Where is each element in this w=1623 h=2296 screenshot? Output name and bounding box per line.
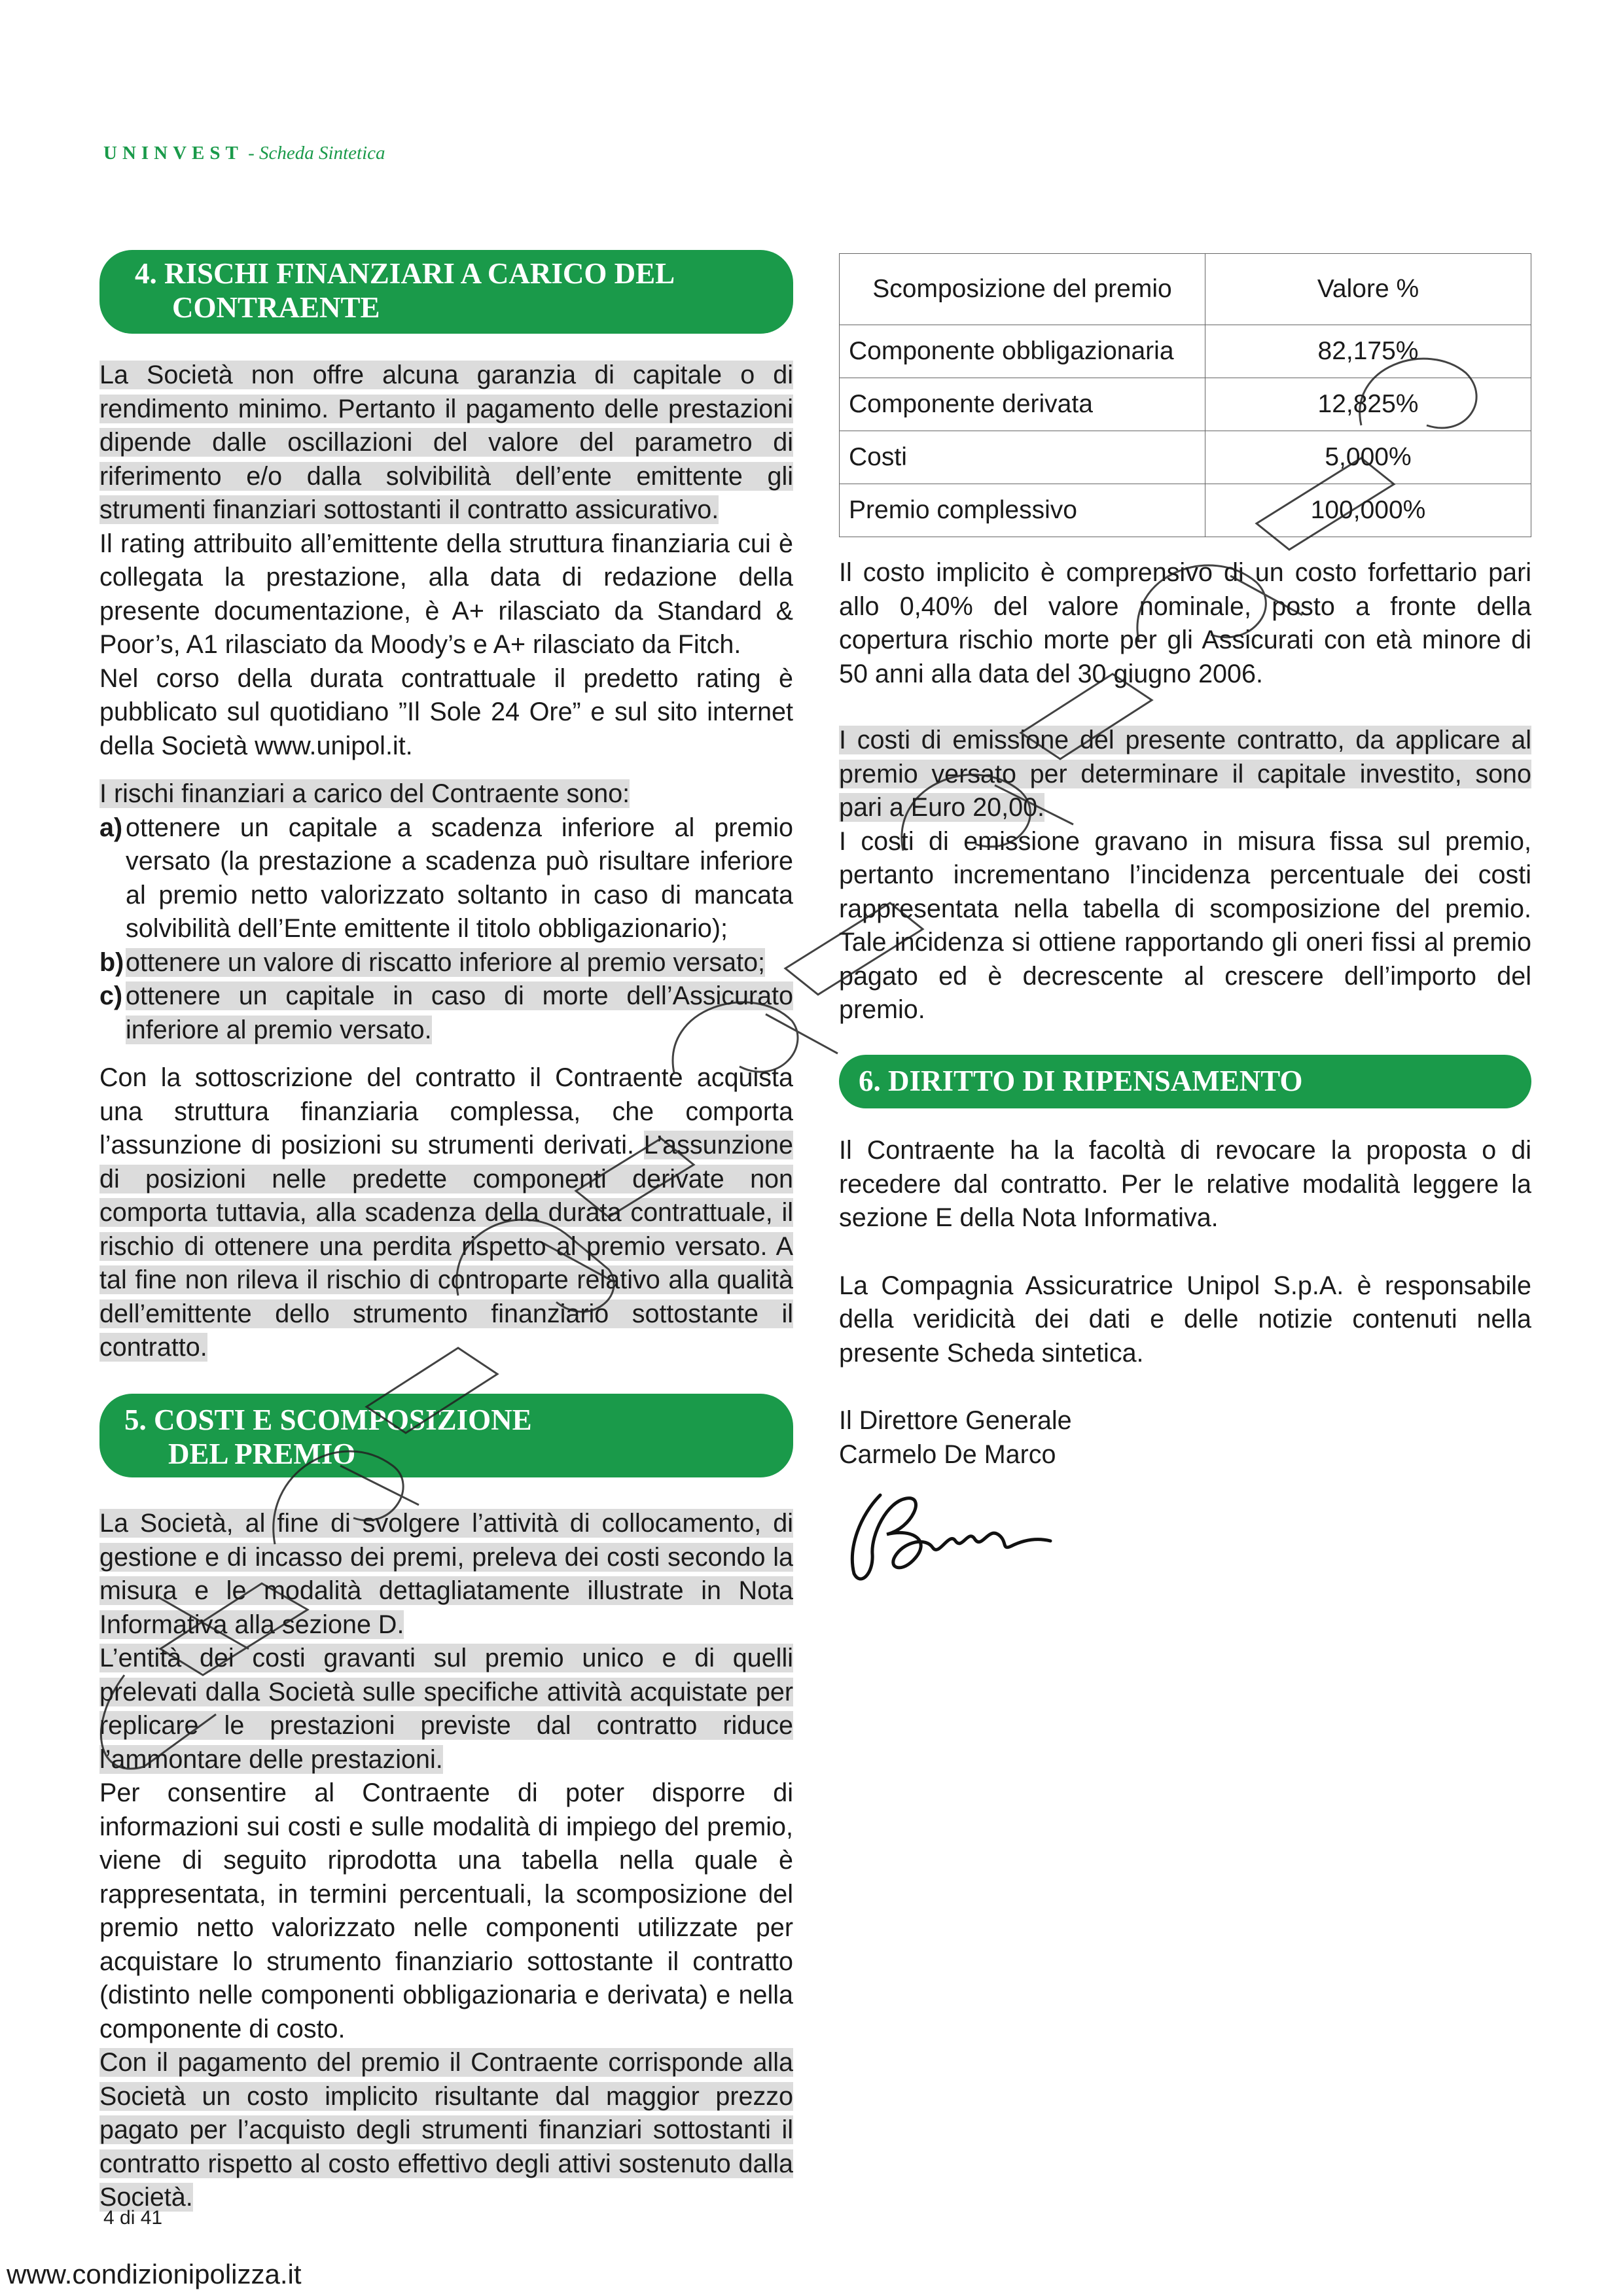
table-cell-label: Componente obbligazionaria <box>840 325 1205 378</box>
risk-marker: c) <box>99 981 123 1010</box>
section-6-paragraph-2: La Compagnia Assicuratrice Unipol S.p.A. è responsabile della veridicità dei dati e delle notizie contenuti nella presente Scheda sintetica. <box>839 1271 1531 1368</box>
risk-text: ottenere un capitale a scadenza inferiore al premio versato (la prestazione a scadenza può risultare inferiore al premio netto valorizzato soltanto in caso di mancata solvibilità dell’Ente emittente il titolo obbligazionario); <box>126 813 793 943</box>
document-subtitle: Scheda Sintetica <box>259 143 385 164</box>
risk-text: ottenere un capitale in caso di morte dell’Assicurato inferiore al premio versato. <box>126 981 793 1044</box>
section-4-paragraph-3: Nel corso della durata contrattuale il predetto rating è pubblicato sul quotidiano ”Il Sole 24 Ore” e sul sito internet della Società www.unipol.it. <box>99 663 793 760</box>
page-number: 4 di 41 <box>103 2207 163 2229</box>
section-4-title-line1: 4. RISCHI FINANZIARI A CARICO DEL <box>135 257 675 290</box>
section-6-title: 6. DIRITTO DI RIPENSAMENTO <box>859 1065 1303 1097</box>
section-5-title-line2: DEL PREMIO <box>168 1438 356 1470</box>
risk-marker: b) <box>99 947 124 977</box>
signer-role: Il Direttore Generale <box>839 1406 1072 1435</box>
section-5-paragraph-2: L’entità dei costi gravanti sul premio unico e di quelli prelevati dalla Società sulle specifiche attività acquistate per replicare le prestazioni previste dal contratto riduce l’ammontare delle prestazioni. <box>99 1644 793 1774</box>
risk-text: ottenere un valore di riscatto inferiore al premio versato; <box>126 947 766 977</box>
section-5-paragraph-3: Per consentire al Contraente di poter disporre di informazioni sui costi e sulle modalità di impiego del premio, viene di seguito riprodotta una tabella nella quale è rappresentata, in termini percentuali, la scomposizione del premio netto valorizzato nelle componenti utilizzate per acquistare lo strumento finanziario sottostante il contratto (distinto nelle componenti obbligazionaria e derivata) e nella componente di costo. <box>99 1778 793 2043</box>
section-4-title-line2: CONTRAENTE <box>172 291 380 324</box>
section-6-paragraph-1: Il Contraente ha la facoltà di revocare la proposta o di recedere dal contratto. Per le relative modalità leggere la sezione E della Nota Informativa. <box>839 1136 1531 1232</box>
section-4-paragraph-1: La Società non offre alcuna garanzia di capitale o di rendimento minimo. Pertanto il pagamento delle prestazioni dipende dalle oscillazioni del valore del parametro di riferimento e/o dalla solvibilità dell’ente emittente gli strumenti finanziari sottostanti il contratto assicurativo. <box>99 361 793 524</box>
issue-costs-detail-paragraph: I costi di emissione gravano in misura fissa sul premio, pertanto incrementano l’incidenza percentuale dei costi rappresentata nella tabella di scomposizione del premio. Tale incidenza si ottiene rapportando gli oneri fissi al premio pagato ed è decrescente al crescere dell’importo del premio. <box>839 826 1531 1024</box>
signer-name: Carmelo De Marco <box>839 1439 1056 1469</box>
table-cell-value: 5,000% <box>1205 431 1531 484</box>
issue-costs-paragraph: I costi di emissione del presente contratto, da applicare al premio versato per determinare il capitale investito, sono pari a Euro 20,00. <box>839 726 1531 822</box>
section-5-paragraph-4: Con il pagamento del premio il Contraente corrisponde alla Società un costo implicito risultante dal maggior prezzo pagato per l’acquisto degli strumenti finanziari sottostanti il contratto rispetto al costo effettivo degli attivi sostenuto dalla Società. <box>99 2048 793 2212</box>
table-cell-value: 82,175% <box>1205 325 1531 378</box>
risks-intro: I rischi finanziari a carico del Contraente sono: <box>99 779 630 808</box>
table-cell-label: Costi <box>840 431 1205 484</box>
table-cell-value: 12,825% <box>1205 378 1531 431</box>
table-header-cell: Valore % <box>1205 254 1531 325</box>
table-cell-value: 100,000% <box>1205 484 1531 537</box>
section-5-paragraph-1: La Società, al fine di svolgere l’attività di collocamento, di gestione e di incasso dei premi, preleva dei costi secondo la misura e le modalità dettagliatamente illustrate in Nota Informativa alla sezione D. <box>99 1509 793 1639</box>
implicit-cost-paragraph: Il costo implicito è comprensivo di un costo forfettario pari allo 0,40% del valore nominale, posto a fronte della copertura rischio morte per gli Assicurati con età minore di 50 anni alla data del 30 giugno 2006. <box>839 558 1531 688</box>
risk-marker: a) <box>99 813 123 842</box>
footer-website-link[interactable]: www.condizionipolizza.it <box>7 2259 302 2289</box>
brand-name: UNINVEST <box>103 143 243 164</box>
table-cell-label: Componente derivata <box>840 378 1205 431</box>
section-5-title-line1: 5. COSTI E SCOMPOSIZIONE <box>124 1404 532 1436</box>
header-separator: - <box>243 143 260 164</box>
table-header-cell: Scomposizione del premio <box>840 254 1205 325</box>
table-cell-label: Premio complessivo <box>840 484 1205 537</box>
section-4-paragraph-4a: Con la sottoscrizione del contratto il Contraente acquista una struttura finanziaria complessa, che comporta l’assunzione di posizioni su strumenti derivati. <box>99 1063 793 1159</box>
section-4-paragraph-4b: L’assunzione di posizioni nelle predette componenti derivate non comporta tuttavia, alla scadenza della durata contrattuale, il rischio di ottenere una perdita rispetto al premio versato. A tal fine non rileva il rischio di controparte relativo alla qualità dell’emittente dello strumento finanziario sottostante il contratto. <box>99 1131 793 1362</box>
section-4-paragraph-2: Il rating attribuito all’emittente della struttura finanziaria cui è collegata la prestazione, alla data di redazione della presente documentazione, è A+ rilasciato da Standard & Poor’s, A1 rilasciato da Moody’s e A+ rilasciato da Fitch. <box>99 529 793 659</box>
